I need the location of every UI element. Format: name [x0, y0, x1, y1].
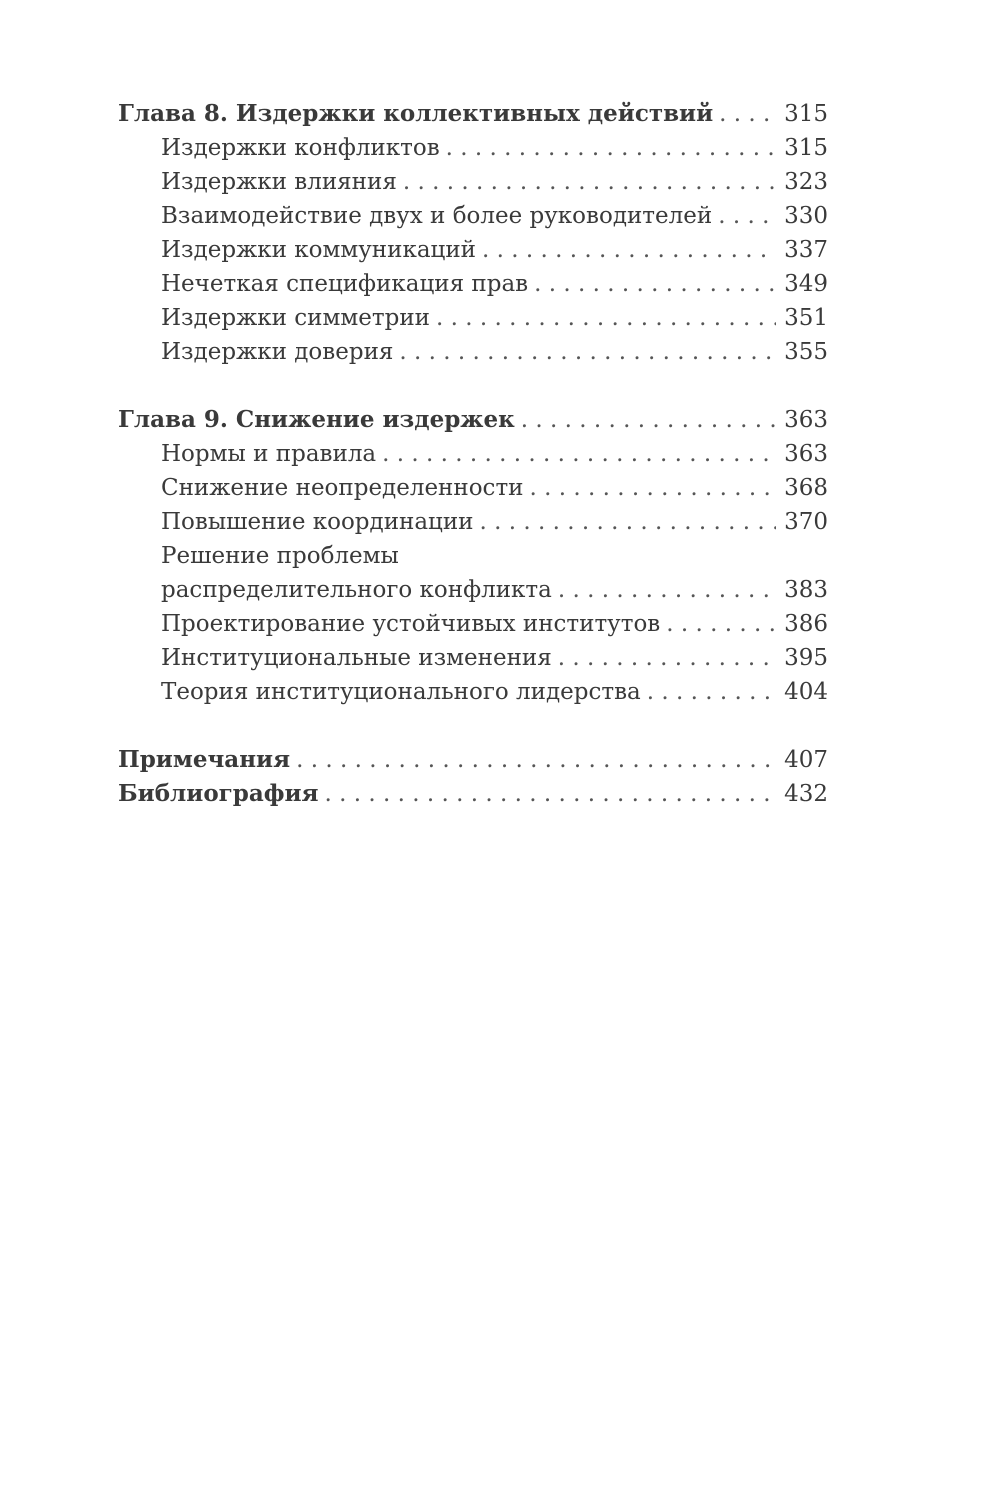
toc-item-title: Теория институционального лидерства: [161, 679, 641, 705]
toc-chapter-title: Глава 8. Издержки коллективных действий: [118, 100, 714, 127]
toc-bibliography[interactable]: [118, 777, 828, 811]
toc-item[interactable]: [118, 335, 828, 369]
toc-item[interactable]: [118, 607, 828, 641]
toc-page-number: 368: [784, 475, 828, 501]
toc-page-number: 349: [784, 271, 828, 297]
toc-item[interactable]: [118, 131, 828, 165]
toc-notes[interactable]: [118, 743, 828, 777]
toc-item-title: Нормы и правила: [161, 441, 377, 467]
toc-chapter-9[interactable]: [118, 403, 828, 437]
toc-page-number: 370: [784, 509, 828, 535]
toc-item-title-line1: Решение проблемы: [161, 543, 399, 569]
table-of-contents: [118, 97, 828, 811]
toc-page-number: 386: [784, 611, 828, 637]
toc-page-number: 351: [784, 305, 828, 331]
toc-page-number: 407: [784, 747, 828, 773]
toc-item[interactable]: [118, 573, 828, 607]
toc-item[interactable]: [118, 675, 828, 709]
toc-item-title: Институциональные изменения: [161, 645, 552, 671]
toc-item-title: Повышение координации: [161, 509, 474, 535]
toc-page-number: 315: [784, 135, 828, 161]
toc-item[interactable]: [118, 233, 828, 267]
toc-item[interactable]: [118, 165, 828, 199]
toc-page-number: 363: [784, 407, 828, 433]
section-spacer: [118, 369, 828, 403]
dot-leader: [647, 675, 776, 709]
dot-leader: [558, 573, 776, 607]
toc-item[interactable]: [118, 641, 828, 675]
toc-item-title: Издержки доверия: [161, 339, 394, 365]
dot-leader: [558, 641, 776, 675]
toc-page-number: 404: [784, 679, 828, 705]
toc-item[interactable]: [118, 199, 828, 233]
dot-leader: [482, 233, 776, 267]
toc-section-title: Примечания: [118, 746, 291, 773]
toc-section-title: Библиография: [118, 780, 319, 807]
toc-item-title: Издержки симметрии: [161, 305, 430, 331]
toc-item-title: Издержки конфликтов: [161, 135, 440, 161]
toc-item[interactable]: [118, 437, 828, 471]
dot-leader: [534, 267, 776, 301]
toc-chapter-8[interactable]: [118, 97, 828, 131]
dot-leader: [521, 403, 776, 437]
toc-page-number: 323: [784, 169, 828, 195]
dot-leader: [446, 131, 776, 165]
toc-item[interactable]: [118, 301, 828, 335]
dot-leader: [403, 165, 776, 199]
dot-leader: [666, 607, 776, 641]
toc-item[interactable]: [118, 505, 828, 539]
toc-item-title: Проектирование устойчивых институтов: [161, 611, 661, 637]
dot-leader: [436, 301, 776, 335]
toc-chapter-title: Глава 9. Снижение издержек: [118, 406, 515, 433]
toc-item-title: Издержки влияния: [161, 169, 397, 195]
toc-page-number: 355: [784, 339, 828, 365]
toc-item[interactable]: [118, 267, 828, 301]
dot-leader: [296, 743, 776, 777]
toc-item-title: Издержки коммуникаций: [161, 237, 477, 263]
dot-leader: [530, 471, 777, 505]
toc-page-number: 432: [784, 781, 828, 807]
toc-item-title: распределительного конфликта: [161, 577, 552, 603]
dot-leader: [399, 335, 776, 369]
toc-item-title: Снижение неопределенности: [161, 475, 524, 501]
dot-leader: [718, 199, 776, 233]
toc-item[interactable]: [118, 471, 828, 505]
toc-page-number: 363: [784, 441, 828, 467]
toc-page-number: 315: [784, 101, 828, 127]
toc-page-number: 337: [784, 237, 828, 263]
dot-leader: [719, 97, 776, 131]
toc-page-number: 330: [784, 203, 828, 229]
toc-page-number: 395: [784, 645, 828, 671]
toc-item-title: Взаимодействие двух и более руководителей: [161, 203, 713, 229]
toc-item-title: Нечеткая спецификация прав: [161, 271, 529, 297]
dot-leader: [325, 777, 777, 811]
dot-leader: [382, 437, 776, 471]
section-spacer: [118, 709, 828, 743]
dot-leader: [480, 505, 777, 539]
toc-page-number: 383: [784, 577, 828, 603]
